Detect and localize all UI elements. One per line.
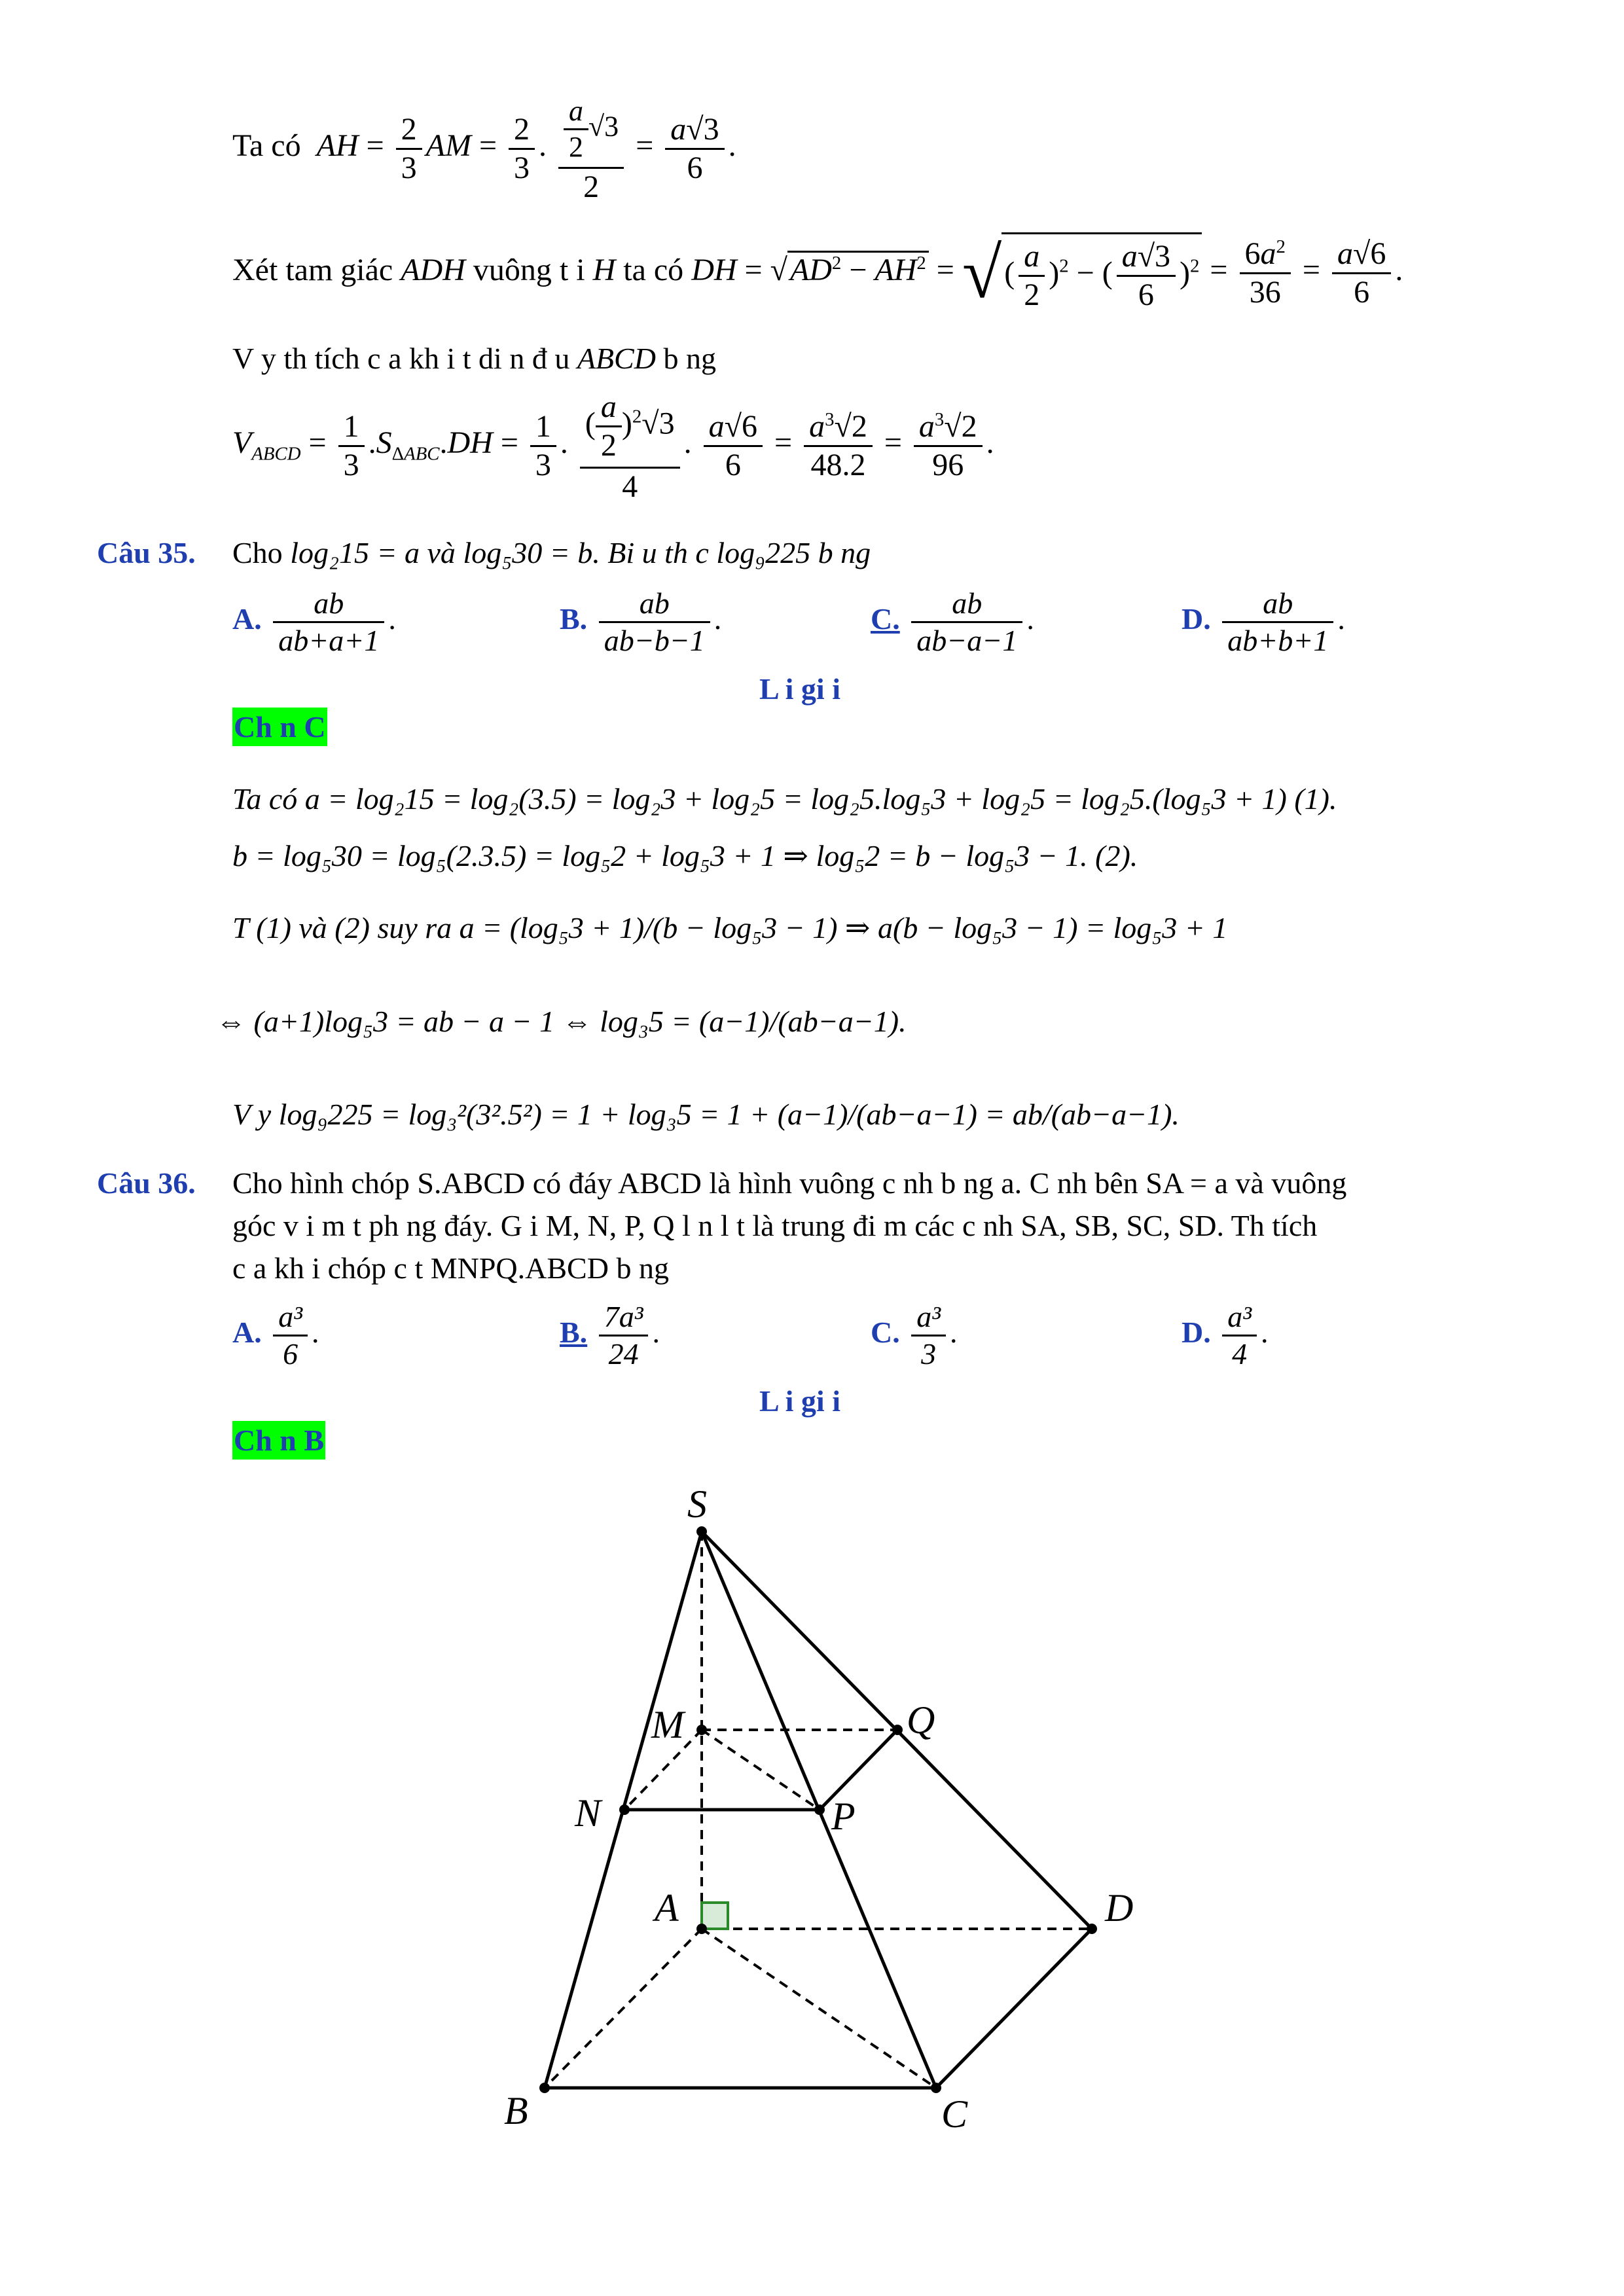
- point-p: [814, 1804, 825, 1815]
- q35-option-c-num: ab: [911, 586, 1022, 623]
- point-c: [931, 2083, 941, 2093]
- q36-option-b-key: B.: [560, 1316, 588, 1350]
- point-s: [696, 1526, 707, 1537]
- point-a: [696, 1924, 707, 1934]
- q36-choice-badge: Ch n B: [232, 1421, 325, 1460]
- label-p: P: [831, 1795, 856, 1838]
- q35-choice-badge: Ch n C: [232, 708, 327, 746]
- q36-stem-1: Cho hình chóp S.ABCD có đáy ABCD là hình vuông c nh b ng a. C nh bên SA = a và vuông: [232, 1166, 1347, 1200]
- right-angle-mark: [702, 1903, 728, 1929]
- line-dh-prefix: Xét tam giác: [232, 253, 393, 288]
- q36-option-a-den: 6: [283, 1337, 298, 1371]
- q35-option-a-num: ab: [273, 586, 384, 623]
- q35-option-a-key: A.: [232, 602, 262, 636]
- q35-sol-line-5: V y log₉225 = log₃²(3².5²) = 1 + log₃5 = 1 + (a−1)/(ab−a−1) = ab/(ab−a−1).: [232, 1098, 1180, 1131]
- q36-solution-title: L i gi i: [759, 1384, 840, 1418]
- q35-option-b[interactable]: B. $\frac{ab}{ab-b-1}$ .: [560, 586, 722, 657]
- label-b: B: [504, 2089, 528, 2132]
- q36-option-a[interactable]: A. $\frac{\text{a³}}{6}$ .: [232, 1300, 319, 1371]
- q36-option-d-key: D.: [1182, 1316, 1211, 1350]
- line-dh-mid2: ta có: [623, 253, 684, 288]
- q35-stem-a: Cho: [232, 536, 283, 569]
- q35-option-c-den: ab−a−1: [916, 624, 1018, 657]
- q35-option-c-key: C.: [871, 602, 900, 636]
- label-n: N: [575, 1791, 602, 1835]
- q36-option-b-den: 24: [608, 1337, 639, 1371]
- label-m: M: [651, 1703, 684, 1746]
- q36-label: Câu 36.: [97, 1166, 196, 1200]
- q36-option-d-den: 4: [1232, 1337, 1248, 1371]
- q35-stem-expr: log₂15 = a và log₅30 = b. Bi u th c log₉225 b ng: [290, 536, 871, 569]
- label-c: C: [941, 2092, 968, 2136]
- q35-option-b-num: ab: [599, 586, 710, 623]
- line-dh-mid: vuông t i: [473, 253, 585, 288]
- q35-option-b-key: B.: [560, 602, 588, 636]
- q35-sol-line-1: Ta có a = log₂15 = log₂(3.5) = log₂3 + log₂5 = log₂5.log₅3 + log₂5 = log₂5.(log₅3 + 1) (1).: [232, 782, 1337, 816]
- q36-option-c[interactable]: C. $\frac{\text{a³}}{3}$ .: [871, 1300, 958, 1371]
- point-m: [696, 1725, 707, 1735]
- point-h: H: [592, 253, 616, 288]
- q35-solution-title: L i gi i: [759, 672, 840, 706]
- q36-option-b[interactable]: B. $\frac{\text{7a³}}{24}$ .: [560, 1300, 660, 1371]
- label-q: Q: [907, 1698, 935, 1742]
- line-ah-prefix: Ta có: [232, 128, 301, 164]
- q35-option-b-den: ab−b−1: [604, 624, 705, 657]
- q36-option-c-num: a³: [911, 1299, 946, 1336]
- q36-option-d-num: a³: [1222, 1299, 1257, 1336]
- q35-option-d-num: ab: [1222, 586, 1333, 623]
- q36-option-d[interactable]: D. $\frac{\text{a³}}{4}$ .: [1182, 1300, 1269, 1371]
- q36-option-c-key: C.: [871, 1316, 900, 1350]
- volume-intro-text: V y th tích c a kh i t di n đ u: [232, 342, 570, 375]
- label-a: A: [655, 1886, 679, 1929]
- tetra-name: ABCD: [577, 342, 656, 375]
- triangle-adh: ADH: [401, 253, 465, 288]
- point-d: [1087, 1924, 1097, 1934]
- q35-sol-line-3: T (1) và (2) suy ra a = (log₅3 + 1)/(b − log₅3 − 1) ⇒ a(b − log₅3 − 1) = log₅3 + 1: [232, 911, 1228, 944]
- q35-option-d-den: ab+b+1: [1227, 624, 1329, 657]
- q35-option-d[interactable]: D. $\frac{ab}{ab+b+1}$ .: [1182, 586, 1345, 657]
- q35-option-a[interactable]: A. $\frac{ab}{ab+a+1}$ .: [232, 586, 396, 657]
- q36-option-b-num: 7a³: [599, 1299, 649, 1336]
- q36-option-a-key: A.: [232, 1316, 262, 1350]
- label-s: S: [687, 1482, 707, 1526]
- ah-formula: AH = $\frac{2}{3}$ AM = $\frac{2}{3}$ . $\frac{a}{2}$ √3 2 = $\frac{a√3}{6}$ .: [309, 92, 736, 206]
- q35-option-a-den: ab+a+1: [278, 624, 380, 657]
- volume-intro-tail: b ng: [663, 342, 716, 375]
- q36-option-a-num: a³: [273, 1299, 308, 1336]
- point-n: [619, 1804, 630, 1815]
- q35-sol-line-2: b = log₅30 = log₅(2.3.5) = log₅2 + log₅3 + 1 ⇒ log₅2 = b − log₅3 − 1. (2).: [232, 839, 1138, 872]
- q36-stem-3: c a kh i chóp c t MNPQ.ABCD b ng: [232, 1251, 669, 1285]
- dh-formula: DH = $√AD^2 - AH^2$ = √( $\frac{a}{2}$ )$^2$ − ( $\frac{a√3}{6}$ )$^2$ = $\frac{6a^2}{36}$ = $\frac{a√6}{6}$ .: [691, 233, 1403, 313]
- q35-label: Câu 35.: [97, 536, 196, 569]
- q35-sol-line-4: ⇔ (a+1)log₅3 = ab − a − 1 ⇔ log₃5 = (a−1)/(ab−a−1).: [216, 1005, 907, 1038]
- q36-stem-2: góc v i m t ph ng đáy. G i M, N, P, Q l n l t là trung đi m các c nh SA, SB, SC, SD. Th tích: [232, 1209, 1318, 1242]
- point-q: [892, 1725, 903, 1735]
- q35-option-d-key: D.: [1182, 602, 1211, 636]
- label-d: D: [1105, 1886, 1134, 1929]
- edge-cd: [936, 1929, 1092, 2088]
- q35-option-c[interactable]: C. $\frac{ab}{ab-a-1}$ .: [871, 586, 1034, 657]
- vabcd-formula: $V_{ABCD}$ = $\frac{1}{3}$ $.S_{\Delta ABC}.DH$ = $\frac{1}{3}$ . ( $\frac{a}{2}$ )$^2$√3 4 . $\frac{a√6}{6}$ = $\frac{a^3√2}{48.2}$ = $\frac{a^3√2}{96}$ .: [232, 386, 994, 505]
- q36-option-c-den: 3: [921, 1337, 937, 1371]
- point-b: [539, 2083, 550, 2093]
